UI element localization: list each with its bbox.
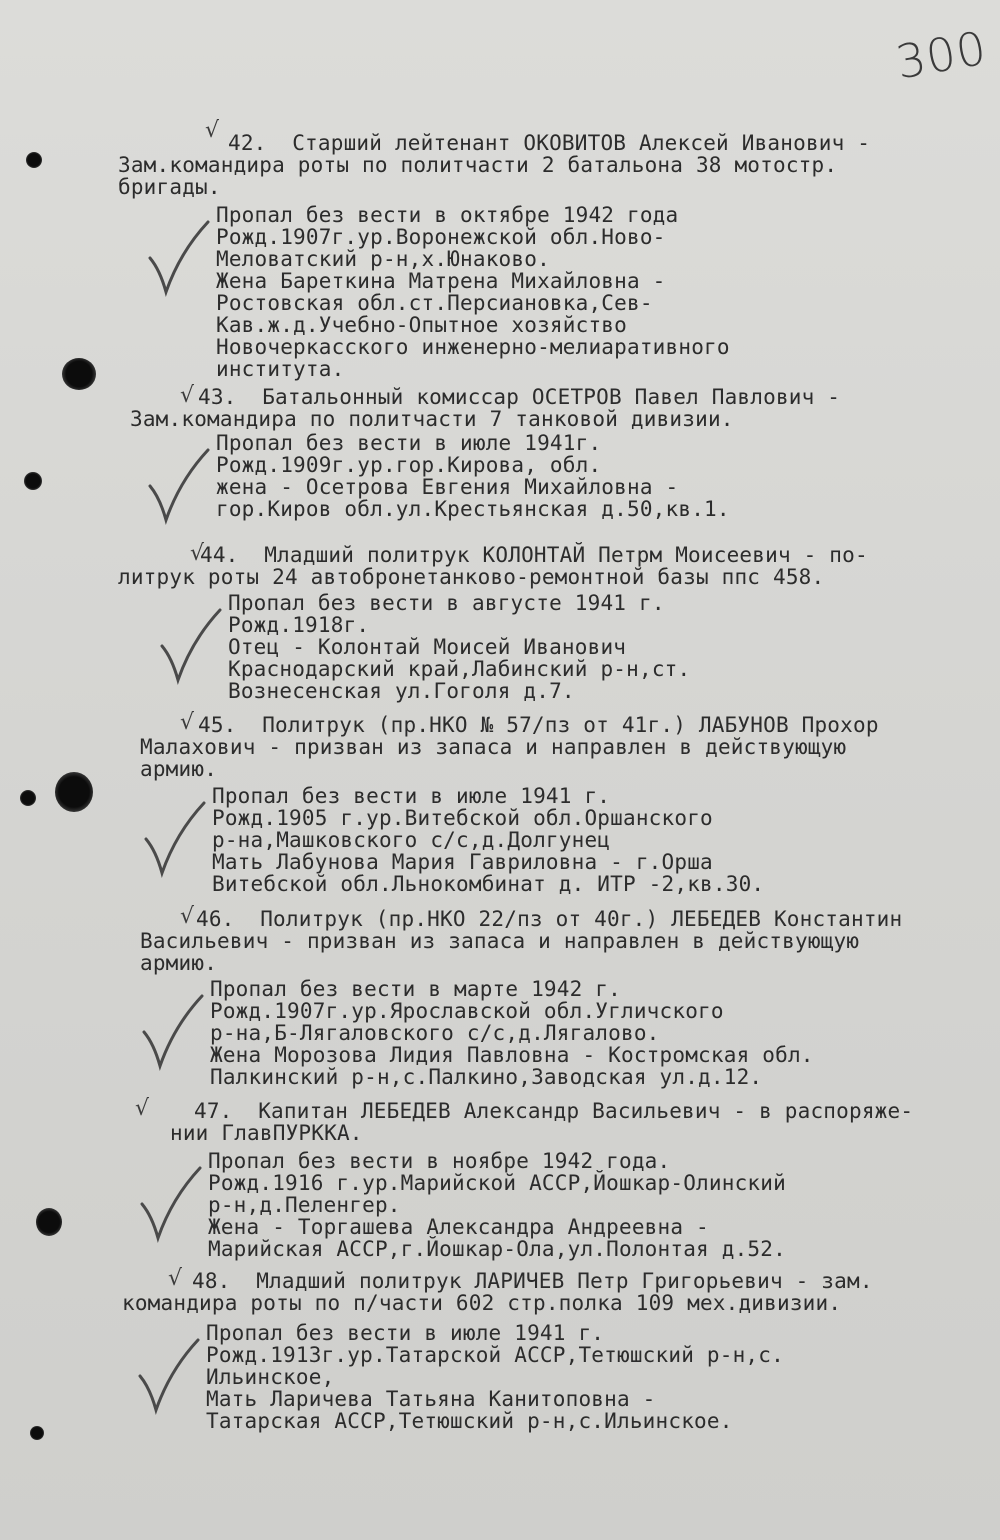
handwritten-check-icon [144, 446, 214, 526]
entry-detail-line: Рожд.1907г.ур.Ярославской обл.Угличского [210, 999, 724, 1023]
entry-header-line: армию. [140, 757, 218, 781]
entry-detail-line: Ильинское, [206, 1365, 335, 1389]
punch-hole [24, 472, 42, 490]
entry-detail-line: Мать Лабунова Мария Гавриловна - г.Орша [212, 850, 713, 874]
entry-detail-line: Краснодарский край,Лабинский р-н,ст. [228, 657, 691, 681]
entry-detail-line: Пропал без вести в июле 1941 г. [212, 784, 611, 808]
entry-detail-line: жена - Осетрова Евгения Михайловна - [216, 475, 679, 499]
entry-detail-line: Витебской обл.Льнокомбинат д. ИТР -2,кв.30. [212, 872, 765, 896]
entry-header-line: Васильевич - призван из запаса и направлен в действующую [140, 929, 860, 953]
entry-detail-line: Меловатский р-н,х.Юнаково. [216, 247, 550, 271]
check-mark-icon: √ [190, 541, 205, 566]
punch-hole [36, 1208, 62, 1236]
entry-header-line: нии ГлавПУРККА. [170, 1121, 363, 1145]
entry-header-line: бригады. [118, 175, 221, 199]
entry-detail-line: Кав.ж.д.Учебно-Опытное хозяйство [216, 313, 627, 337]
check-mark-icon: √ [168, 1266, 183, 1291]
folio-number: 300 [892, 20, 991, 90]
punch-hole [55, 772, 93, 812]
handwritten-check-icon [134, 1336, 204, 1416]
entry-detail-line: Рожд.1913г.ур.Татарской АССР,Тетюшский р-н,с. [206, 1343, 784, 1367]
entry-detail-line: Палкинский р-н,с.Палкино,Заводская ул.д.12. [210, 1065, 763, 1089]
handwritten-check-icon [140, 799, 210, 879]
check-mark-icon: √ [180, 710, 195, 735]
entry-detail-line: Рожд.1918г. [228, 613, 370, 637]
entry-detail-line: Рожд.1909г.ур.гор.Кирова, обл. [216, 453, 602, 477]
entry-detail-line: Пропал без вести в июле 1941 г. [206, 1321, 605, 1345]
entry-detail-line: р-н,д.Пеленгер. [208, 1193, 401, 1217]
entry-header-line: командира роты по п/части 602 стр.полка 109 мех.дивизии. [122, 1291, 842, 1315]
check-mark-icon: √ [180, 904, 195, 929]
entry-detail-line: р-на,Б-Лягаловского с/с,д.Лягалово. [210, 1021, 660, 1045]
entry-header-line: 48. Младший политрук ЛАРИЧЕВ Петр Григорьевич - зам. [192, 1269, 873, 1293]
handwritten-check-icon [156, 606, 226, 686]
entry-header-line: 44. Младший политрук КОЛОНТАЙ Петрм Моисеевич - по- [200, 543, 868, 567]
entry-header-line: литрук роты 24 автобронетанково-ремонтной базы ппс 458. [118, 565, 825, 589]
check-stroke [144, 996, 202, 1066]
entry-detail-line: Жена Морозова Лидия Павловна - Костромская обл. [210, 1043, 814, 1067]
check-mark-icon: √ [135, 1096, 150, 1121]
entry-detail-line: института. [216, 357, 345, 381]
punch-hole [30, 1426, 44, 1440]
entry-detail-line: Марийская АССР,г.Йошкар-Ола,ул.Полонтая д.52. [208, 1237, 786, 1261]
check-stroke [140, 1340, 198, 1410]
entry-header-line: 43. Батальонный комиссар ОСЕТРОВ Павел Павлович - [198, 385, 841, 409]
entry-detail-line: Пропал без вести в августе 1941 г. [228, 591, 665, 615]
handwritten-check-icon [144, 218, 214, 298]
entry-header-line: Зам.командира по политчасти 7 танковой дивизии. [130, 407, 734, 431]
handwritten-check-icon [138, 992, 208, 1072]
entry-detail-line: Новочеркасского инженерно-мелиаративного [216, 335, 730, 359]
entry-detail-line: Отец - Колонтай Моисей Иванович [228, 635, 627, 659]
entry-detail-line: Рожд.1905 г.ур.Витебской обл.Оршанского [212, 806, 713, 830]
punch-hole [26, 152, 42, 168]
entry-detail-line: Мать Ларичева Татьяна Канитоповна - [206, 1387, 656, 1411]
entry-detail-line: Татарская АССР,Тетюшский р-н,с.Ильинское. [206, 1409, 733, 1433]
check-mark-icon: √ [180, 383, 195, 408]
entry-header-line: Зам.командира роты по политчасти 2 батальона 38 мотостр. [118, 153, 838, 177]
check-mark-icon: √ [205, 118, 220, 143]
punch-hole [62, 358, 96, 390]
entry-header-line: армию. [140, 951, 218, 975]
entry-detail-line: гор.Киров обл.ул.Крестьянская д.50,кв.1. [216, 497, 730, 521]
check-stroke [150, 450, 208, 520]
entry-detail-line: Пропал без вести в марте 1942 г. [210, 977, 621, 1001]
entry-header-line: 46. Политрук (пр.НКО 22/пз от 40г.) ЛЕБЕДЕВ Константин [196, 907, 903, 931]
check-stroke [162, 610, 220, 680]
entry-detail-line: Жена Бареткина Матрена Михайловна - [216, 269, 666, 293]
check-stroke [150, 222, 208, 292]
entry-detail-line: Рожд.1907г.ур.Воронежской обл.Ново- [216, 225, 666, 249]
entry-detail-line: Пропал без вести в октябре 1942 года [216, 203, 679, 227]
entry-detail-line: Ростовская обл.ст.Персиановка,Сев- [216, 291, 653, 315]
entry-header-line: 42. Старший лейтенант ОКОВИТОВ Алексей Иванович - [228, 131, 871, 155]
entry-detail-line: Вознесенская ул.Гоголя д.7. [228, 679, 575, 703]
punch-hole [20, 790, 36, 806]
entry-header-line: 47. Капитан ЛЕБЕДЕВ Александр Васильевич - в распоряже- [194, 1099, 914, 1123]
entry-detail-line: р-на,Машковского с/с,д.Долгунец [212, 828, 611, 852]
entry-header-line: Малахович - призван из запаса и направлен в действующую [140, 735, 847, 759]
check-stroke [146, 803, 204, 873]
entry-detail-line: Рожд.1916 г.ур.Марийской АССР,Йошкар-Олинский [208, 1171, 786, 1195]
handwritten-check-icon [136, 1164, 206, 1244]
entry-detail-line: Пропал без вести в июле 1941г. [216, 431, 602, 455]
entry-header-line: 45. Политрук (пр.НКО № 57/пз от 41г.) ЛАБУНОВ Прохор [198, 713, 879, 737]
entry-detail-line: Пропал без вести в ноябре 1942 года. [208, 1149, 671, 1173]
entry-detail-line: Жена - Торгашева Александра Андреевна - [208, 1215, 709, 1239]
check-stroke [142, 1168, 200, 1238]
